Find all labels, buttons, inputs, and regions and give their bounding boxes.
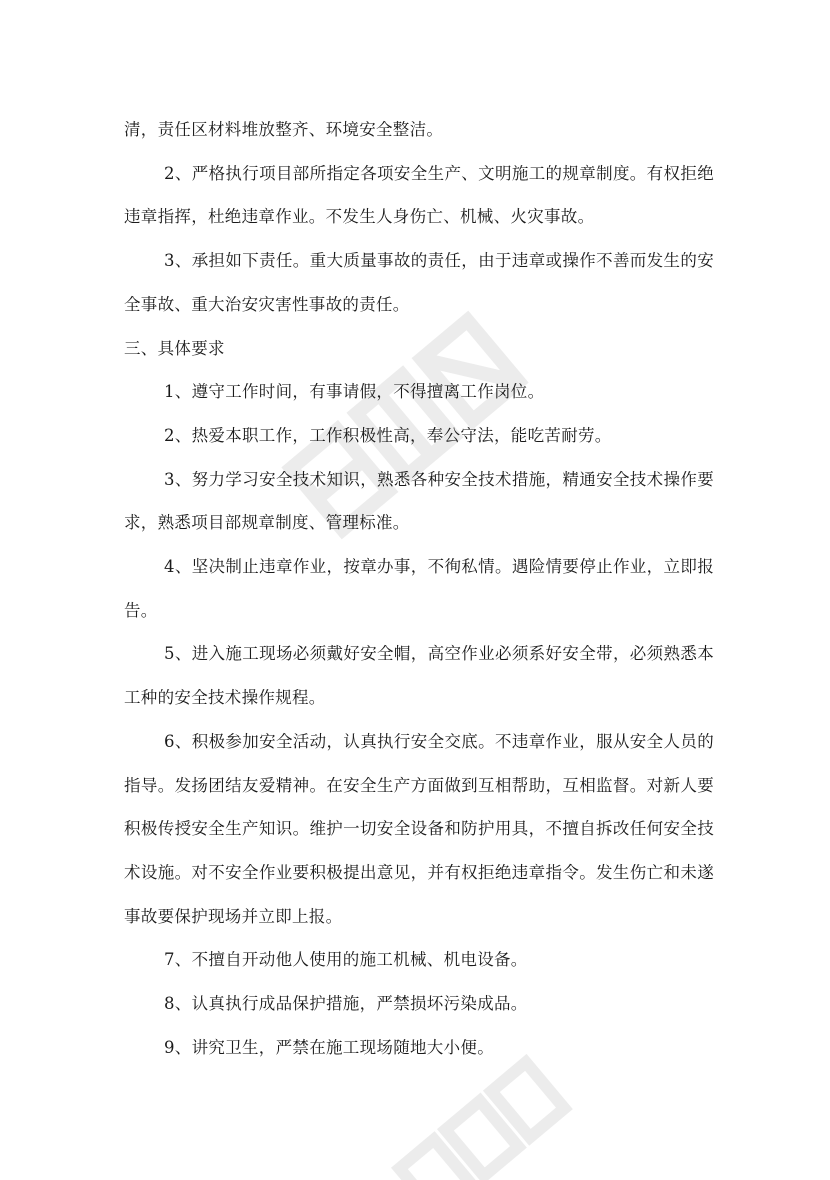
requirement-5: 5、进入施工现场必须戴好安全帽，高空作业必须系好安全带，必须熟悉本工种的安全技术操作规程。: [124, 644, 714, 708]
section-heading: 三、具体要求: [124, 338, 225, 358]
requirement-9: 9、讲究卫生，严禁在施工现场随地大小便。: [164, 1037, 494, 1057]
requirement-4: 4、坚决制止违章作业，按章办事，不徇私情。遇险情要停止作业，立即报告。: [124, 557, 714, 620]
requirement-7: 7、不擅自开动他人使用的施工机械、机电设备。: [164, 950, 528, 970]
requirement-6: 6、积极参加安全活动，认真执行安全交底。不违章作业，服从安全人员的指导。发扬团结友爱精神。在安全生产方面做到互相帮助，互相监督。对新人要积极传授安全生产知识。维护一切安全设备和防护用具，不擅自拆改任何安全技术设施。对不安全作业要积极提出意见，并有权拒绝违章指令。发生伤亡和未遂事故要保护现场并立即上报。: [124, 731, 714, 926]
paragraph-1: 清，责任区材料堆放整齐、环境安全整洁。: [124, 120, 444, 139]
paragraph-3: 3、承担如下责任。重大质量事故的责任，由于违章或操作不善而发生的安全事故、重大治安灾害性事故的责任。: [124, 251, 714, 314]
requirement-2: 2、热爱本职工作，工作积极性高，奉公守法，能吃苦耐劳。: [164, 425, 612, 445]
requirement-3: 3、努力学习安全技术知识，熟悉各种安全技术措施，精通安全技术操作要求，熟悉项目部规章制度、管理标准。: [124, 469, 714, 533]
requirement-8: 8、认真执行成品保护措施，严禁损坏污染成品。: [164, 994, 528, 1014]
paragraph-2: 2、严格执行项目部所指定各项安全生产、文明施工的规章制度。有权拒绝违章指挥，杜绝违章作业。不发生人身伤亡、机械、火灾事故。: [124, 163, 714, 227]
document-body: [124, 108, 714, 1069]
requirement-1: 1、遵守工作时间，有事请假，不得擅离工作岗位。: [164, 382, 545, 402]
